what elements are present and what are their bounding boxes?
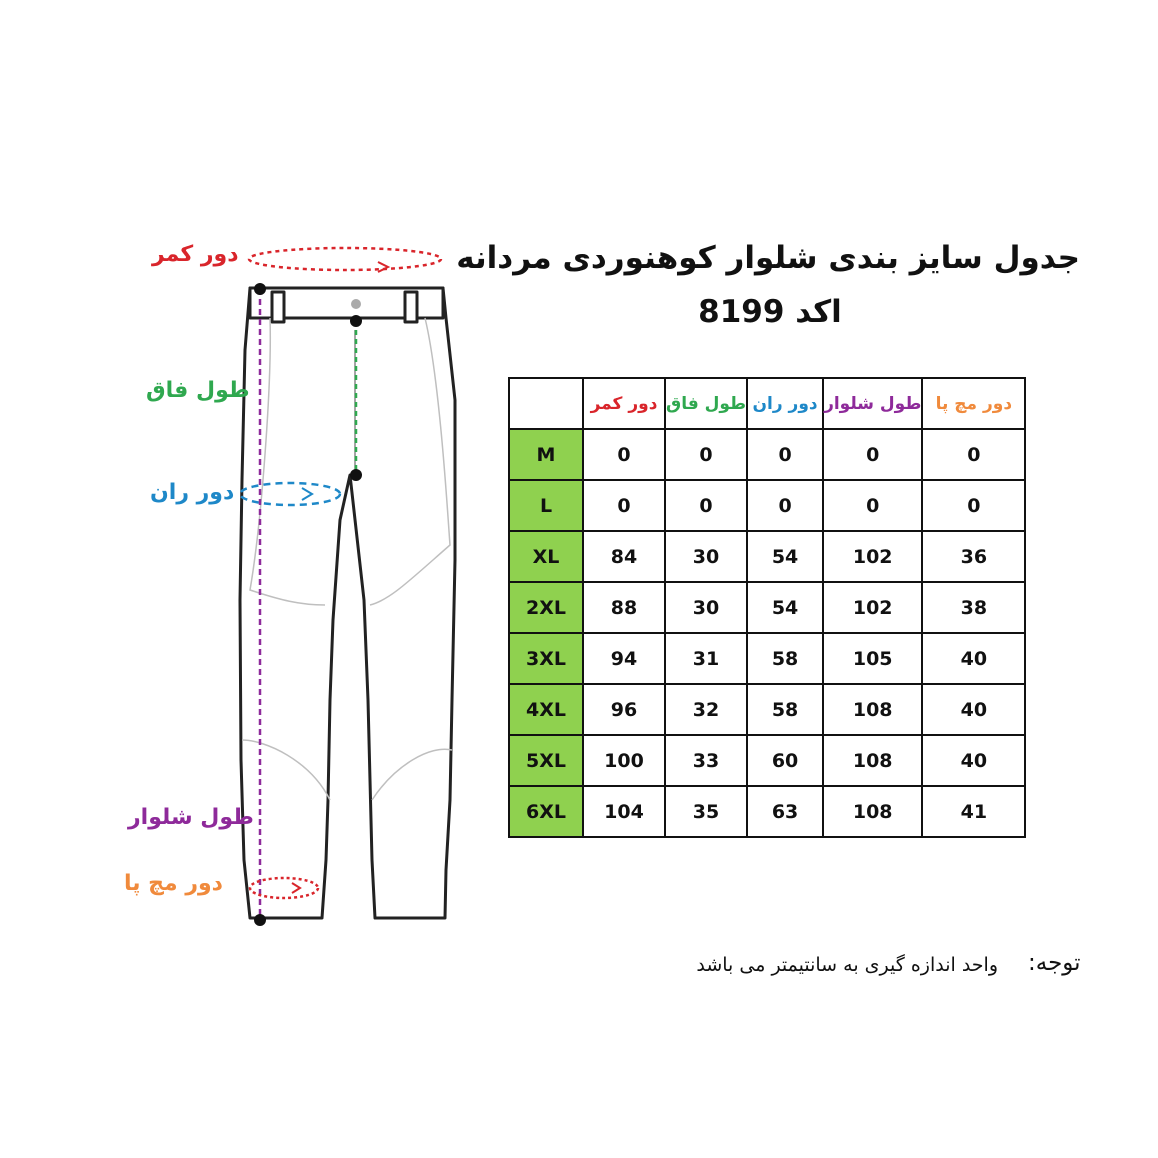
value-cell-thigh: 60 [747,735,823,786]
length-label: طول شلوار [128,805,254,830]
value-cell-thigh: 0 [747,480,823,531]
value-cell-thigh: 58 [747,633,823,684]
value-cell-cuff: 40 [922,684,1025,735]
value-cell-rise: 30 [665,531,747,582]
value-cell-rise: 32 [665,684,747,735]
value-cell-cuff: 38 [922,582,1025,633]
rise-label: طول فاق [146,378,250,403]
table-header-row [509,378,1025,429]
header-cuff: دور مچ پا [922,378,1025,429]
value-cell-waist: 94 [583,633,665,684]
value-cell-rise: 0 [665,429,747,480]
size-cell: XL [509,531,583,582]
table-row [509,531,1025,582]
header-corner [509,378,583,429]
value-cell-rise: 0 [665,480,747,531]
page-title: جدول سایز بندی شلوار کوهنوردی مردانه [456,240,1080,276]
size-cell: L [509,480,583,531]
value-cell-length: 102 [823,582,922,633]
size-cell: 2XL [509,582,583,633]
table-row [509,480,1025,531]
table-row [509,735,1025,786]
header-rise: طول فاق [665,378,747,429]
value-cell-cuff: 40 [922,633,1025,684]
value-cell-cuff: 36 [922,531,1025,582]
note-text: واحد اندازه گیری به سانتیمتر می باشد [696,954,998,976]
table-row [509,786,1025,837]
pants-outline [240,288,455,918]
value-cell-waist: 0 [583,480,665,531]
table-row [509,429,1025,480]
size-cell: 3XL [509,633,583,684]
size-cell: M [509,429,583,480]
value-cell-rise: 33 [665,735,747,786]
value-cell-length: 108 [823,786,922,837]
value-cell-thigh: 54 [747,582,823,633]
value-cell-waist: 104 [583,786,665,837]
size-cell: 6XL [509,786,583,837]
value-cell-length: 108 [823,684,922,735]
value-cell-cuff: 0 [922,429,1025,480]
value-cell-waist: 88 [583,582,665,633]
table-row [509,684,1025,735]
value-cell-length: 102 [823,531,922,582]
value-cell-thigh: 63 [747,786,823,837]
value-cell-cuff: 40 [922,735,1025,786]
value-cell-rise: 31 [665,633,747,684]
thigh-label: دور ران [150,480,235,505]
header-waist: دور کمر [583,378,665,429]
value-cell-thigh: 0 [747,429,823,480]
value-cell-rise: 35 [665,786,747,837]
value-cell-thigh: 58 [747,684,823,735]
value-cell-waist: 0 [583,429,665,480]
value-cell-waist: 100 [583,735,665,786]
table-row [509,633,1025,684]
value-cell-waist: 84 [583,531,665,582]
header-length: طول شلوار [823,378,922,429]
size-cell: 5XL [509,735,583,786]
value-cell-cuff: 41 [922,786,1025,837]
header-thigh: دور ران [747,378,823,429]
waist-label: دور کمر [152,242,239,267]
value-cell-thigh: 54 [747,531,823,582]
value-cell-length: 105 [823,633,922,684]
value-cell-cuff: 0 [922,480,1025,531]
value-cell-rise: 30 [665,582,747,633]
value-cell-length: 108 [823,735,922,786]
cuff-label: دور مچ پا [124,871,223,896]
value-cell-length: 0 [823,429,922,480]
value-cell-waist: 96 [583,684,665,735]
waist-measure-icon [249,248,441,272]
size-cell: 4XL [509,684,583,735]
table-row [509,582,1025,633]
product-code: اکد 8199 [698,294,842,330]
note-label: توجه: [1028,950,1081,976]
size-table [508,377,1026,838]
value-cell-length: 0 [823,480,922,531]
